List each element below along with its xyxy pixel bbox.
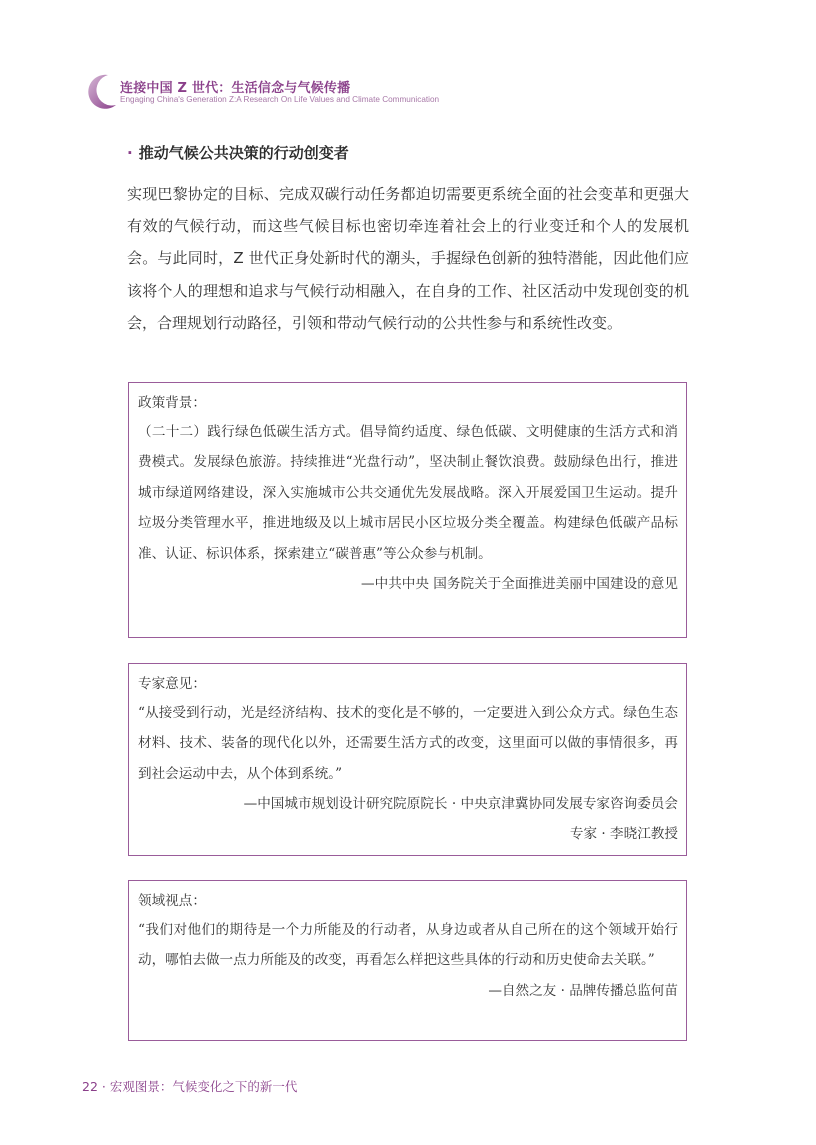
page-footer: 22 · 宏观图景：气候变化之下的新一代 bbox=[82, 1079, 298, 1094]
body-paragraph: 实现巴黎协定的目标、完成双碳行动任务都迫切需要更系统全面的社会变革和更强大有效的气候行动，而这些气候目标也密切牵连着社会上的行业变迁和个人的发展机会。与此同时，Z 世代正身处新时代的潮头，手握绿色创新的独特潜能，因此他们应该将个人的理想和追求与气候行动相融入，在自身的工作、社区活动中发现创变的机会，合理规划行动路径，引领和带动气候行动的公共性参与和系统性改变。 bbox=[127, 185, 689, 332]
section-heading bbox=[127, 142, 349, 163]
policy-label: 政策背景： bbox=[138, 395, 206, 411]
expert-source-line2: 专家 · 李晓江教授 bbox=[569, 826, 678, 843]
policy-background-box bbox=[128, 382, 687, 638]
crescent-logo-icon bbox=[82, 71, 122, 111]
field-source: —自然之友 · 品牌传播总监何苗 bbox=[488, 982, 678, 999]
field-label: 领域视点： bbox=[138, 893, 206, 909]
policy-content: （二十二）践行绿色低碳生活方式。倡导简约适度、绿色低碳、文明健康的生活方式和消费模式。发展绿色旅游。持续推进“光盘行动”，坚决制止餐饮浪费。鼓励绿色出行，推进城市绿道网络建设，深入实施城市公共交通优先发展战略。深入开展爱国卫生运动。提升垃圾分类管理水平，推进地级及以上城市居民小区垃圾分类全覆盖。构建绿色低碳产品标准、认证、标识体系，探索建立“碳普惠”等公众参与机制。 bbox=[138, 424, 678, 562]
expert-opinion-box bbox=[128, 663, 687, 856]
policy-source: —中共中央 国务院关于全面推进美丽中国建设的意见 bbox=[361, 576, 678, 593]
bullet-icon: · bbox=[127, 144, 133, 162]
expert-quote: “从接受到行动，光是经济结构、技术的变化是不够的，一定要进入到公众方式。绿色生态材料、技术、装备的现代化以外，还需要生活方式的改变，这里面可以做的事情很多，再到社会运动中去，从个体到系统。” bbox=[138, 705, 678, 782]
expert-label: 专家意见： bbox=[138, 676, 206, 692]
section-title: 推动气候公共决策的行动创变者 bbox=[138, 144, 349, 162]
field-viewpoint-box bbox=[128, 880, 687, 1041]
header-subtitle: Engaging China's Generation Z:A Research On Life Values and Climate Communication bbox=[120, 95, 440, 104]
expert-source-line1: —中国城市规划设计研究院原院长 · 中央京津冀协同发展专家咨询委员会 bbox=[243, 796, 678, 813]
field-quote: “我们对他们的期待是一个力所能及的行动者，从身边或者从自己所在的这个领域开始行动，哪怕去做一点力所能及的改变，再看怎么样把这些具体的行动和历史使命去关联。” bbox=[138, 922, 678, 969]
header-title: 连接中国 Z 世代：生活信念与气候传播 bbox=[120, 81, 351, 96]
